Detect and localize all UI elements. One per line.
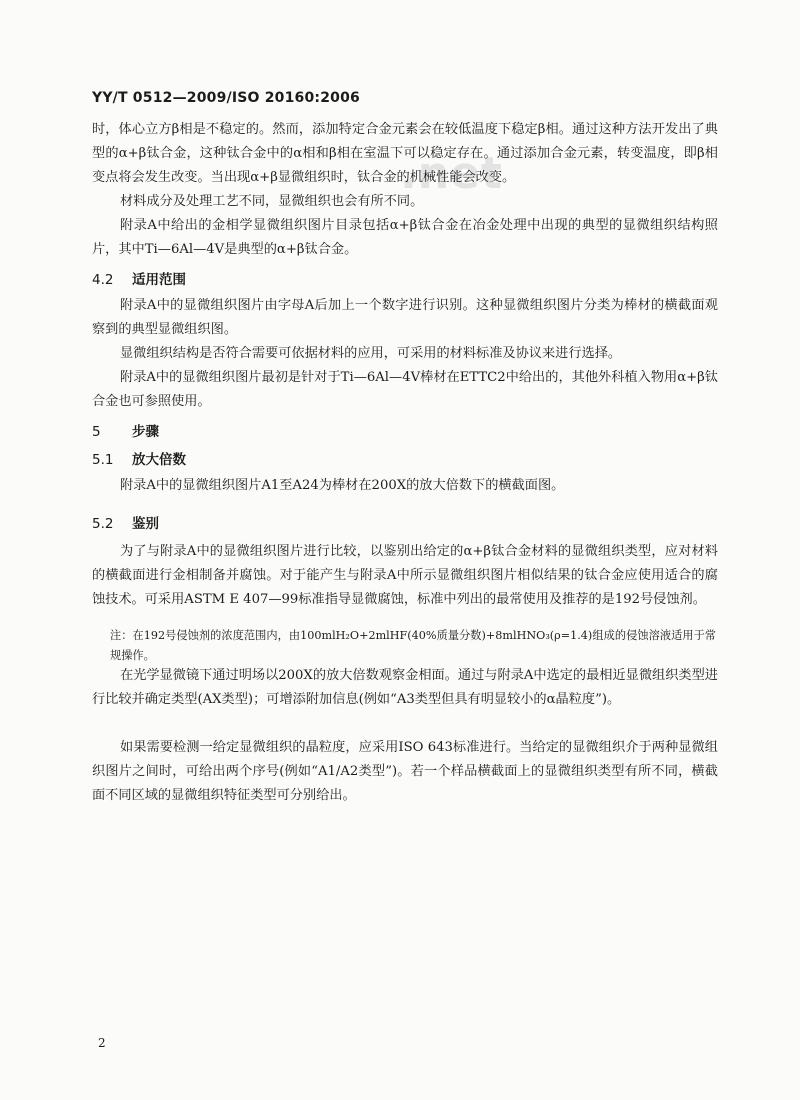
- paragraph-ettc2: 附录A中的显微组织图片最初是针对于Ti—6Al—4V棒材在ETTC2中给出的，其他外科植入物用α+β钛合金也可参照使用。: [92, 370, 718, 409]
- heading-4-2: [92, 268, 186, 288]
- paragraph-appendix-catalog: 附录A中给出的金相学显微组织图片目录包括α+β钛合金在冶金处理中出现的典型的显微组织结构照片，其中Ti—6Al—4V是典型的α+β钛合金。: [92, 218, 718, 257]
- paragraph-identification: 附录A中的显微组织图片由字母A后加上一个数字进行识别。这种显微组织图片分类为棒材的横截面观察到的典型显微组织图。: [92, 298, 718, 337]
- paragraph-composition: 材料成分及处理工艺不同，显微组织也会有所不同。: [120, 194, 424, 209]
- paragraph-grain-size: 如果需要检测一给定显微组织的晶粒度，应采用ISO 643标准进行。当给定的显微组织介于两种显微组织图片之间时，可给出两个序号(例如“A1/A2类型”)。若一个样品横截面上的显微组织类型有所不同，横截面不同区域的显微组织特征类型可分别给出。: [92, 740, 718, 803]
- watermark: .net: [400, 148, 503, 199]
- heading-number: 4.2: [92, 272, 114, 288]
- heading-title: 步骤: [132, 424, 159, 440]
- heading-title: 适用范围: [132, 272, 186, 288]
- heading-title: 放大倍数: [132, 452, 186, 468]
- note-etchant: 注：在192号侵蚀剂的浓度范围内，由100mlH₂O+2mlHF(40%质量分数)+8mlHNO₃(ρ=1.4)组成的侵蚀溶液适用于常规操作。: [110, 629, 716, 662]
- page-number: 2: [98, 1036, 106, 1050]
- standard-header: YY/T 0512—2009/ISO 20160:2006: [92, 90, 360, 106]
- heading-5: [92, 420, 159, 440]
- heading-number: 5.2: [92, 516, 114, 532]
- paragraph-etching: 为了与附录A中的显微组织图片进行比较，以鉴别出给定的α+β钛合金材料的显微组织类型，应对材料的横截面进行金相制备并腐蚀。对于能产生与附录A中所示显微组织图片相似结果的钛合金应使用适合的腐蚀技术。可采用ASTM E 407—99标准指导显微腐蚀，标准中列出的最常使用及推荐的是192号侵蚀剂。: [92, 544, 718, 607]
- heading-5-1: [92, 448, 186, 468]
- heading-number: 5: [92, 424, 101, 440]
- paragraph-beta-phase: 时，体心立方β相是不稳定的。然而，添加特定合金元素会在较低温度下稳定β相。通过这种方法开发出了典型的α+β钛合金，这种钛合金中的α相和β相在室温下可以稳定存在。通过添加合金元素，转变温度，即β相变点将会发生改变。当出现α+β显微组织时，钛合金的机械性能会改变。: [92, 122, 718, 185]
- paragraph-observation: 在光学显微镜下通过明场以200X的放大倍数观察金相面。通过与附录A中选定的最相近显微组织类型进行比较并确定类型(AX类型)；可增添附加信息(例如“A3类型但具有明显较小的α晶粒度”)。: [92, 668, 718, 707]
- heading-5-2: [92, 512, 159, 532]
- heading-number: 5.1: [92, 452, 114, 468]
- paragraph-magnification: 附录A中的显微组织图片A1至A24为棒材在200X的放大倍数下的横截面图。: [120, 478, 565, 493]
- paragraph-selection: 显微组织结构是否符合需要可依据材料的应用，可采用的材料标准及协议来进行选择。: [120, 346, 622, 361]
- heading-title: 鉴别: [132, 516, 159, 532]
